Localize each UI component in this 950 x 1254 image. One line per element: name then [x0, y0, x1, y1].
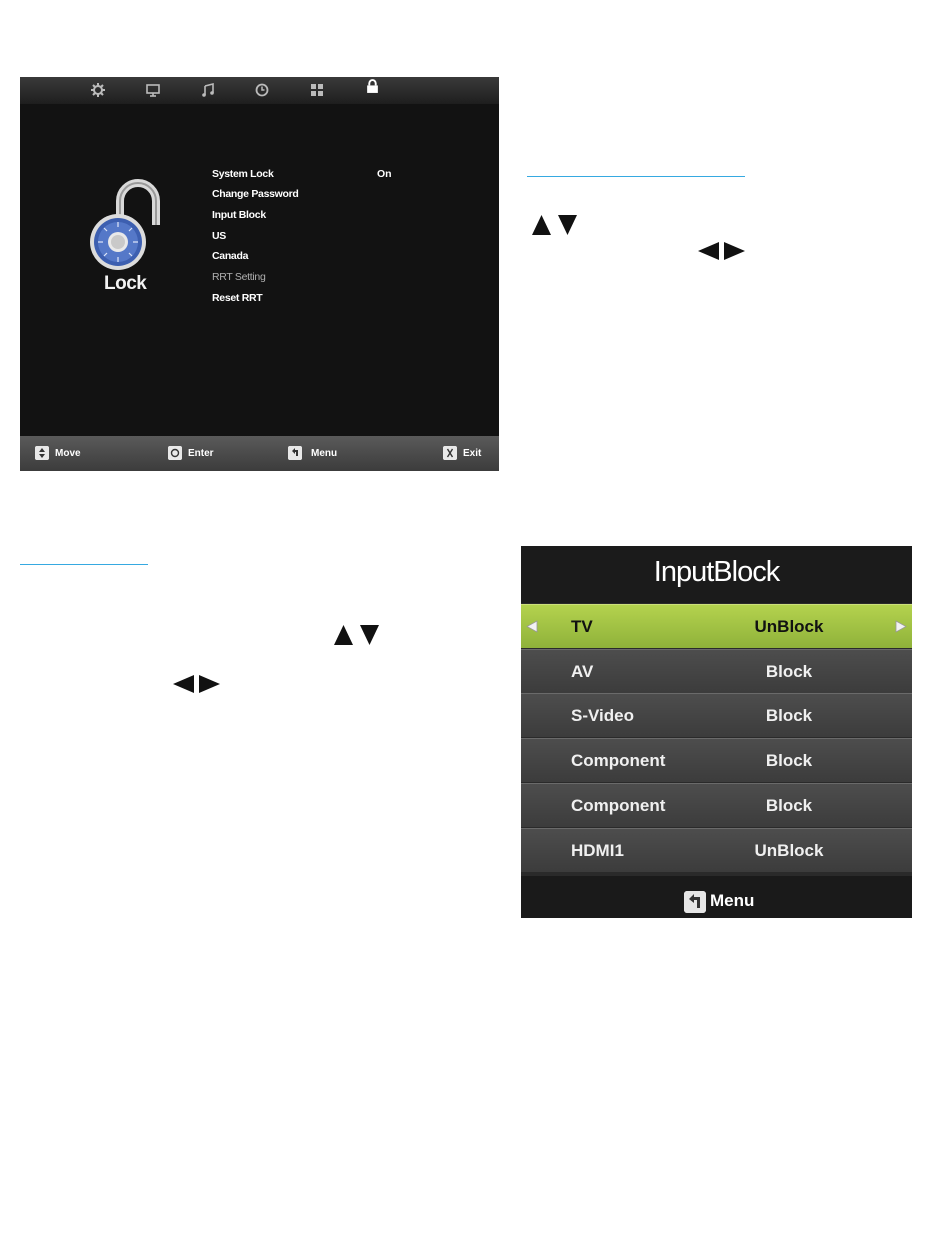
menu-title: Lock [104, 273, 147, 294]
input-row-component-2[interactable] [521, 783, 912, 827]
menu-item-canada[interactable]: Canada [212, 250, 249, 262]
footer-menu-label: Menu [710, 891, 755, 910]
footer-move-label: Move [55, 448, 81, 459]
input-row-hdmi1[interactable] [521, 828, 912, 872]
menu-item-change-password[interactable]: Change Password [212, 188, 299, 200]
return-icon [288, 446, 302, 460]
return-icon [684, 891, 706, 913]
menu-tab-bar [20, 77, 499, 104]
input-block-state[interactable]: UnBlock [754, 841, 824, 860]
input-source-label: Component [571, 751, 666, 770]
clock-icon[interactable] [255, 83, 269, 97]
updown-icon [35, 446, 49, 460]
music-note-icon[interactable] [201, 83, 215, 97]
input-block-state[interactable]: Block [765, 796, 813, 815]
left-right-arrow-icon [697, 241, 747, 261]
menu-item-rrt-setting[interactable]: RRT Setting [212, 271, 266, 283]
input-block-title: InputBlock [653, 556, 780, 588]
monitor-icon[interactable] [146, 83, 160, 97]
footer-enter-label: Enter [188, 448, 214, 459]
input-source-label: S-Video [571, 706, 634, 725]
right-arrow-icon[interactable] [895, 620, 907, 633]
input-row-component-1[interactable] [521, 738, 912, 782]
input-source-label: Component [571, 796, 666, 815]
input-block-state[interactable]: Block [765, 751, 813, 770]
footer-hint-bar [20, 436, 499, 471]
left-right-arrow-icon [172, 674, 222, 694]
left-arrow-icon[interactable] [526, 620, 538, 633]
input-block-state[interactable]: Block [765, 662, 813, 681]
menu-item-us[interactable]: US [212, 230, 226, 242]
up-down-arrow-icon [333, 624, 381, 646]
input-source-label: TV [571, 617, 593, 636]
input-block-state[interactable]: Block [765, 706, 813, 725]
lock-icon[interactable] [365, 79, 380, 94]
exit-icon [443, 446, 457, 460]
enter-icon [168, 446, 182, 460]
menu-item-reset-rrt[interactable]: Reset RRT [212, 292, 263, 304]
lock-menu-screenshot [20, 77, 499, 471]
section-divider [20, 564, 148, 565]
section-divider [527, 176, 745, 177]
up-down-arrow-icon [531, 214, 579, 236]
gear-icon[interactable] [91, 83, 105, 97]
input-row-s-video[interactable] [521, 693, 912, 737]
padlock-icon [90, 177, 170, 287]
input-source-label: HDMI1 [571, 841, 624, 860]
menu-item-system-lock[interactable]: System Lock [212, 168, 274, 180]
footer-menu-label: Menu [311, 448, 338, 459]
input-row-av[interactable] [521, 649, 912, 693]
menu-value-system-lock[interactable]: On [377, 168, 392, 180]
footer-exit-label: Exit [463, 448, 482, 459]
input-row-tv[interactable] [521, 604, 912, 648]
grid-icon[interactable] [310, 83, 324, 97]
input-block-state[interactable]: UnBlock [754, 617, 824, 636]
input-block-screenshot [521, 546, 912, 918]
menu-item-input-block[interactable]: Input Block [212, 209, 266, 221]
input-source-label: AV [571, 662, 594, 681]
